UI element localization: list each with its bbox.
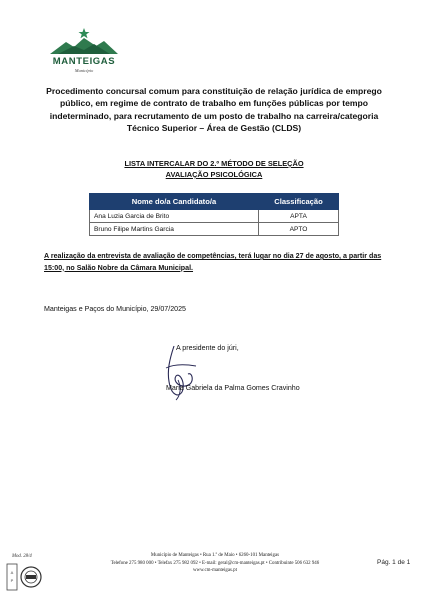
candidate-classification: APTO xyxy=(259,223,339,236)
document-title: Procedimento concursal comum para constituição de relação jurídica de emprego público, em regime de contrato de trabalho em funções públicas por tempo indeterminado, para recrutamento de um posto de trabalho na carreira/categoria Técnico Superior – Área de Gestão (CLDS) xyxy=(46,86,382,134)
table-header-row xyxy=(90,194,339,210)
logo-subtitle: Município xyxy=(74,68,94,73)
footer-website: www.cm-manteigas.pt xyxy=(193,568,237,574)
footer-contact xyxy=(74,552,356,575)
table-row xyxy=(90,210,339,223)
svg-text:P: P xyxy=(10,578,14,583)
candidate-name: Ana Luzia Garcia de Brito xyxy=(90,210,259,223)
results-table xyxy=(89,193,339,236)
column-header-name: Nome do/a Candidato/a xyxy=(90,194,259,210)
jury-role: A presidente do júri, xyxy=(176,344,239,352)
list-heading xyxy=(44,158,384,180)
interview-notice: A realização da entrevista de avaliação de competências, terá lugar no dia 27 de agosto, a partir das 15:00, no Salão Nobre da Câmara Municipal. xyxy=(44,252,382,272)
svg-text:A: A xyxy=(10,570,14,575)
mountain-logo-icon xyxy=(44,26,124,56)
table-row xyxy=(90,223,339,236)
jury-name: Maria Gabriela da Palma Gomes Cravinho xyxy=(166,384,300,392)
page-number: Pág. 1 de 1 xyxy=(377,559,411,566)
footer-address: Município de Manteigas • Rua 1.º de Maio • 6260-101 Manteigas xyxy=(150,553,280,558)
list-heading-line-1: LISTA INTERCALAR DO 2.º MÉTODO DE SELEÇÃO xyxy=(124,159,304,168)
form-code: Mod. 28/4 xyxy=(12,554,32,559)
candidate-classification: APTA xyxy=(259,210,339,223)
list-heading-line-2: AVALIAÇÃO PSICOLÓGICA xyxy=(165,170,263,179)
column-header-classification: Classificação xyxy=(259,194,339,210)
candidate-name: Bruno Filipe Martins Garcia xyxy=(90,223,259,236)
certification-seal-icon xyxy=(6,562,44,592)
logo-name: MANTEIGAS xyxy=(52,56,116,67)
place-date: Manteigas e Paços do Município, 29/07/2025 xyxy=(44,305,186,313)
footer-phone-email: Telefone 275 980 000 • Telefax 275 982 092 • E-mail: geral@cm-manteigas.pt • Contribuinte 506 632 946 xyxy=(110,560,320,566)
